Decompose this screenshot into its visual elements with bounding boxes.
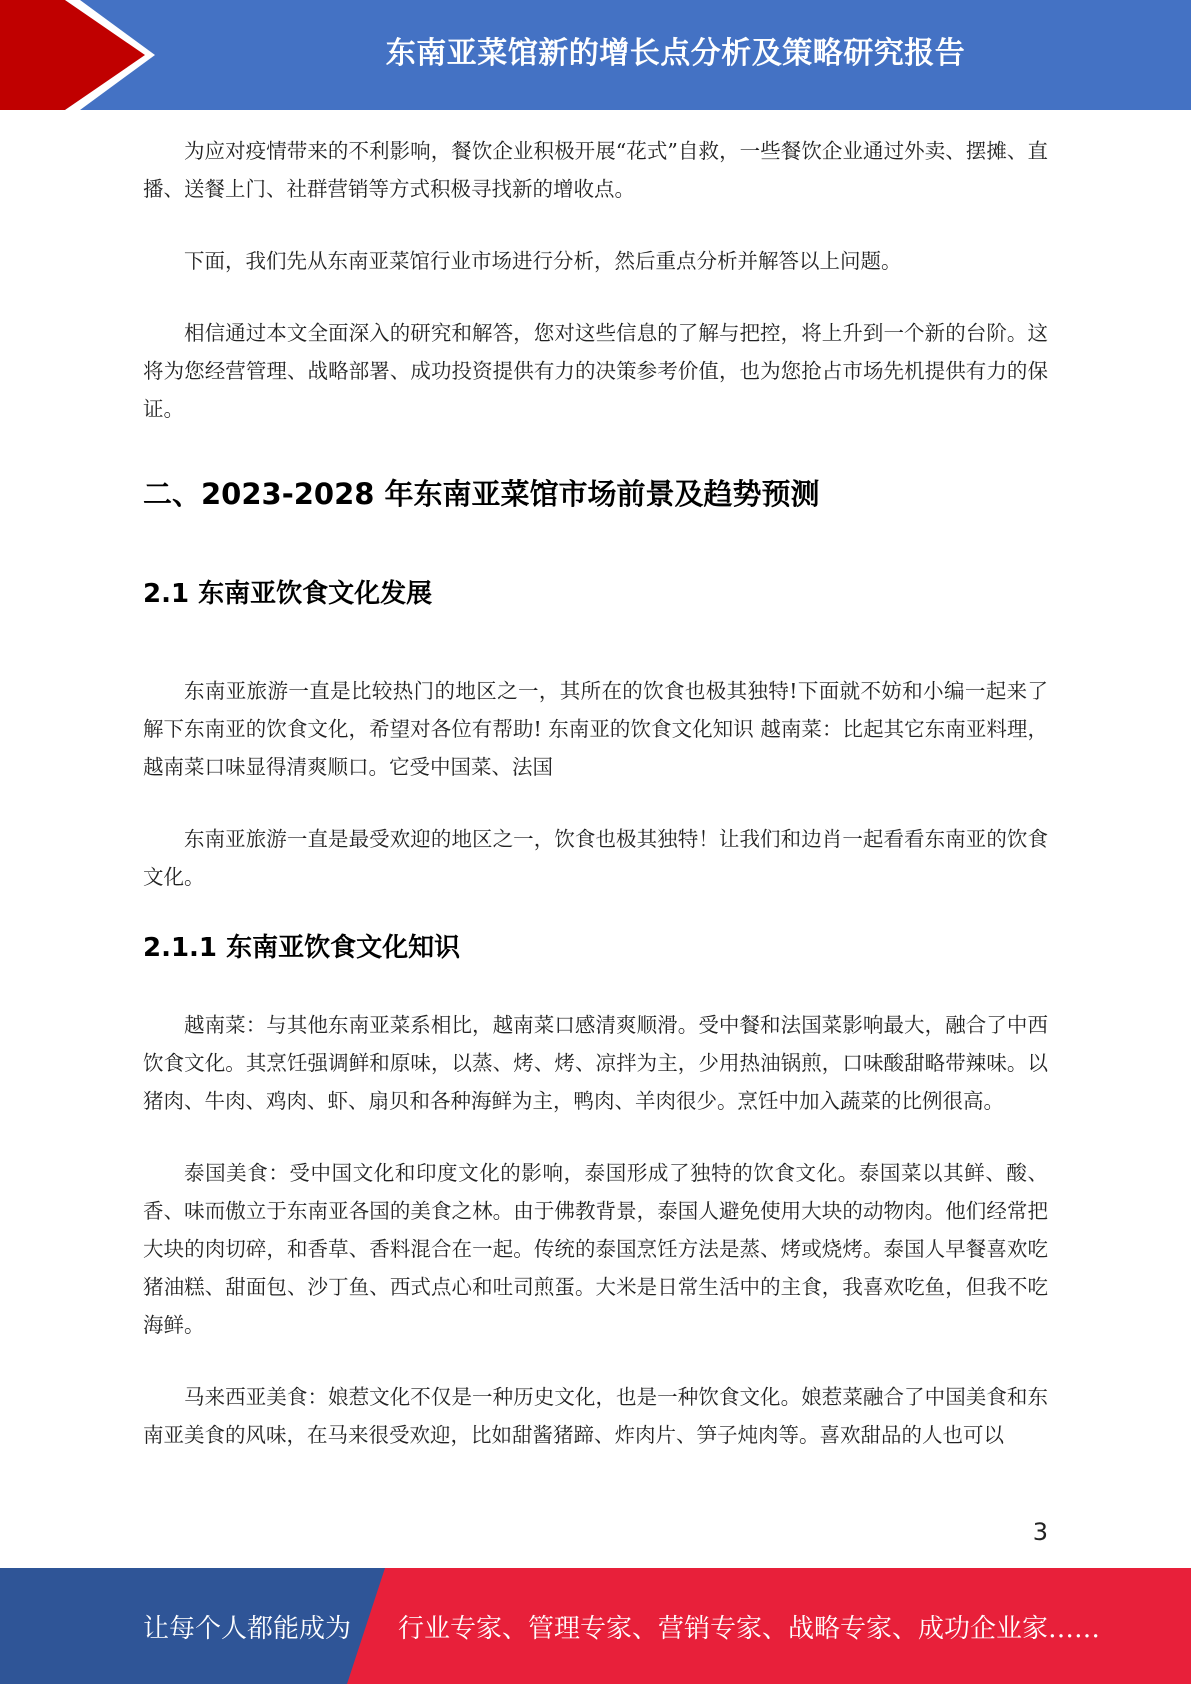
paragraph: 相信通过本文全面深入的研究和解答，您对这些信息的了解与把控，将上升到一个新的台阶。这将为您经营管理、战略部署、成功投资提供有力的决策参考价值，也为您抢占市场先机提供有力的保证。: [143, 321, 1048, 421]
footer-slogan-right: 行业专家、管理专家、营销专家、战略专家、成功企业家……: [398, 1614, 1101, 1644]
paragraph: 东南亚旅游一直是最受欢迎的地区之一，饮食也极其独特！让我们和边肖一起看看东南亚的饮食文化。: [143, 827, 1048, 889]
paragraph: 越南菜：与其他东南亚菜系相比，越南菜口感清爽顺滑。受中餐和法国菜影响最大，融合了中西饮食文化。其烹饪强调鲜和原味，以蒸、烤、烤、凉拌为主，少用热油锅煎，口味酸甜略带辣味。以猪肉、牛肉、鸡肉、虾、扇贝和各种海鲜为主，鸭肉、羊肉很少。烹饪中加入蔬菜的比例很高。: [143, 1013, 1048, 1113]
paragraph: 泰国美食：受中国文化和印度文化的影响，泰国形成了独特的饮食文化。泰国菜以其鲜、酸、香、味而傲立于东南亚各国的美食之林。由于佛教背景，泰国人避免使用大块的动物肉。他们经常把大块的肉切碎，和香草、香料混合在一起。传统的泰国烹饪方法是蒸、烤或烧烤。泰国人早餐喜欢吃猪油糕、甜面包、沙丁鱼、西式点心和吐司煎蛋。大米是日常生活中的主食，我喜欢吃鱼，但我不吃海鲜。: [143, 1161, 1048, 1337]
footer-slogan-left: 让每个人都能成为: [143, 1614, 352, 1644]
paragraph: 为应对疫情带来的不利影响，餐饮企业积极开展“花式”自救，一些餐饮企业通过外卖、摆摊、直播、送餐上门、社群营销等方式积极寻找新的增收点。: [143, 139, 1048, 201]
page-header: [0, 0, 1191, 110]
report-title: 东南亚菜馆新的增长点分析及策略研究报告: [385, 36, 966, 71]
document-body: [143, 132, 1048, 1488]
subsubsection-heading: 2.1.1 东南亚饮食文化知识: [143, 933, 461, 963]
page-number: 3: [1032, 1518, 1048, 1546]
paragraph: 下面，我们先从东南亚菜馆行业市场进行分析，然后重点分析并解答以上问题。: [184, 249, 902, 273]
subsection-heading: 2.1 东南亚饮食文化发展: [143, 579, 433, 609]
page-footer: [0, 1568, 1191, 1684]
paragraph: 东南亚旅游一直是比较热门的地区之一，其所在的饮食也极其独特!下面就不妨和小编一起来了解下东南亚的饮食文化，希望对各位有帮助! 东南亚的饮食文化知识 越南菜：比起其它东南亚料理，越南菜口味显得清爽顺口。它受中国菜、法国: [143, 679, 1048, 779]
section-heading: 二、2023-2028 年东南亚菜馆市场前景及趋势预测: [143, 477, 820, 511]
paragraph: 马来西亚美食：娘惹文化不仅是一种历史文化，也是一种饮食文化。娘惹菜融合了中国美食和东南亚美食的风味，在马来很受欢迎，比如甜酱猪蹄、炸肉片、笋子炖肉等。喜欢甜品的人也可以: [143, 1385, 1048, 1447]
